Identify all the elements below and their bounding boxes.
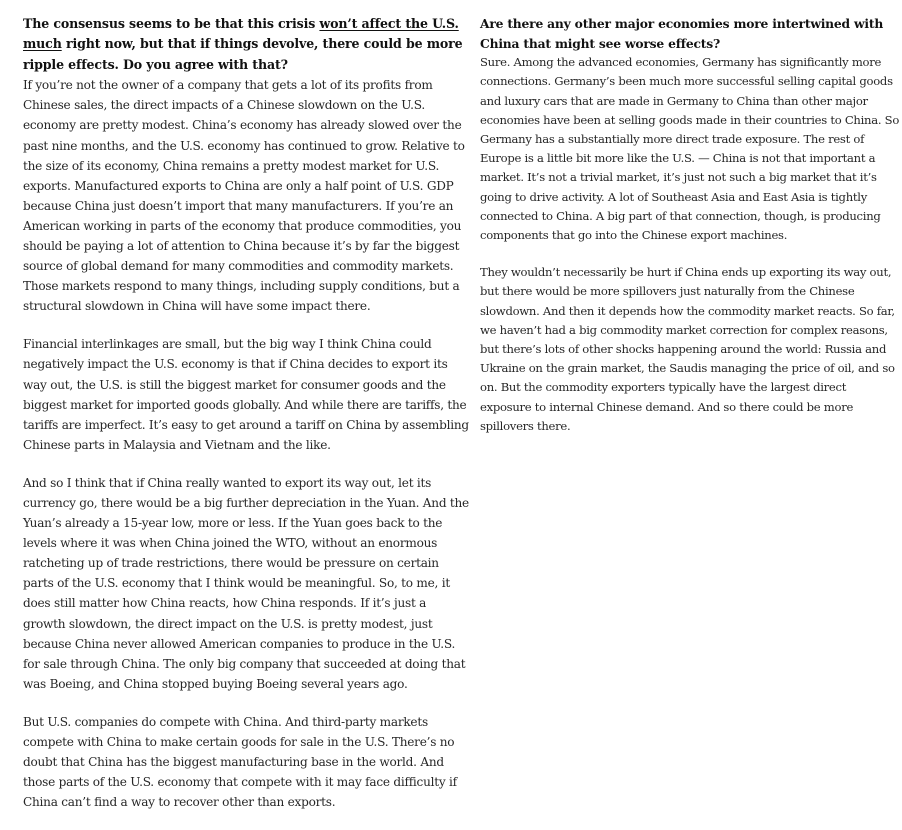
question-text-end: right now, but that if things devolve, there could be more ripple effects. Do you agree with that? — [23, 36, 463, 72]
answer-paragraph: They wouldn’t necessarily be hurt if China ends up exporting its way out, but there would be more spillovers just naturally from the Chinese slowdown. And then it depends how the commodity market reacts. So far, we haven’t had a big commodity market correction for complex reasons, but there’s lots of other shocks happening around the world: Russia and Ukraine on the grain market, the Saudis managing the price of oil, and so on. But the commodity exporters typically have the largest direct exposure to internal Chinese demand. And so there could be more spillovers there. — [480, 265, 895, 433]
answer-paragraph: But U.S. companies do compete with China. And third-party markets compete with China to make certain goods for sale in the U.S. There’s no doubt that China has the biggest manufacturing base in the world. And those parts of the U.S. economy that compete with it may face difficulty if China can’t find a way to recover other than exports. — [23, 714, 457, 810]
question-heading — [23, 14, 469, 75]
left-column — [23, 14, 469, 830]
question-heading: Are there any other major economies more intertwined with China that might see worse effects? — [480, 16, 884, 51]
answer-paragraph: And so I think that if China really wanted to export its way out, let its currency go, there would be a big further depreciation in the Yuan. And the Yuan’s already a 15-year low, more or less. If the Yuan goes back to the levels where it was when China joined the WTO, without an enormous ratcheting up of trade restrictions, there would be pressure on certain parts of the U.S. economy that I think would be meaningful. So, to me, it does still matter how China reacts, how China responds. If it’s just a growth slowdown, the direct impact on the U.S. is pretty modest, just because China never allowed American companies to produce in the U.S. for sale through China. The only big company that succeeded at doing that was Boeing, and China stopped buying Boeing several years ago. — [23, 475, 469, 691]
answer-paragraph: If you’re not the owner of a company that gets a lot of its profits from Chinese sales, the direct impacts of a Chinese slowdown on the U.S. economy are pretty modest. China’s economy has already slowed over the past nine months, and the U.S. economy has continued to grow. Relative to the size of its economy, China remains a pretty modest market for U.S. exports. Manufactured exports to China are only a half point of U.S. GDP because China just doesn’t import that many manufacturers. If you’re an American working in parts of the economy that produce commodities, you should be paying a lot of attention to China because it’s by far the biggest source of global demand for many commodities and commodity markets. Those markets respond to many things, including supply conditions, but a structural slowdown in China will have some impact there. — [23, 78, 465, 314]
question-text-start: The consensus seems to be that this crisis — [23, 16, 320, 31]
answer-paragraph: Financial interlinkages are small, but the big way I think China could negatively impact the U.S. economy is that if China decides to export its way out, the U.S. is still the biggest market for consumer goods and the biggest market for imported goods globally. And while there are tariffs, the tariffs are imperfect. It’s easy to get around a tariff on China by assembling Chinese parts in Malaysia and Vietnam and the like. — [23, 337, 469, 452]
question-link[interactable]: won’t affect the U.S. much — [23, 16, 459, 52]
answer-paragraph: Sure. Among the advanced economies, Germany has significantly more connections. Germany’s been much more successful selling capital goods and luxury cars that are made in Germany to China than other major economies have been at selling goods made in their countries to China. So Germany has a substantially more direct trade exposure. The rest of Europe is a little bit more like the U.S. — China is not that important a market. It’s not a trivial market, it’s just not such a big market that it’s going to drive activity. A lot of Southeast Asia and East Asia is tightly connected to China. A big part of that connection, though, is producing components that go into the Chinese export machines. — [480, 55, 900, 243]
right-column — [480, 14, 900, 454]
